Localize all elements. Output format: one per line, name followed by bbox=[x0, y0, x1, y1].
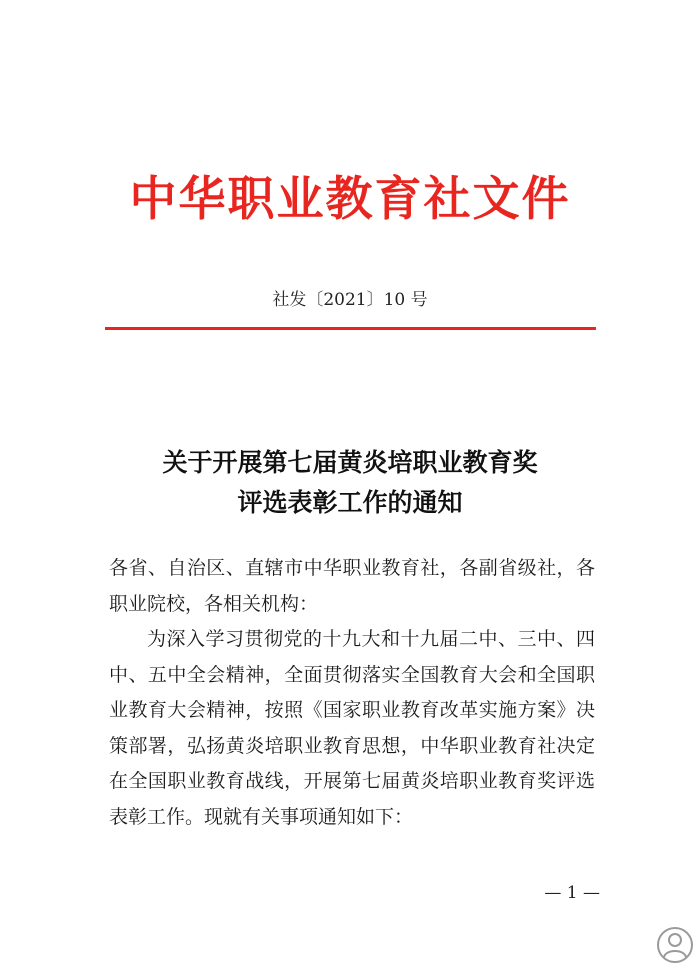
page-number: — 1 — bbox=[544, 883, 600, 903]
user-avatar-icon[interactable] bbox=[656, 926, 694, 964]
notice-title-line-2: 评选表彰工作的通知 bbox=[237, 488, 463, 517]
notice-title bbox=[0, 443, 700, 523]
notice-title-line-1: 关于开展第七届黄炎培职业教育奖 bbox=[162, 448, 538, 477]
salutation: 各省、自治区、直辖市中华职业教育社，各副省级社，各职业院校，各相关机构： bbox=[109, 557, 595, 615]
red-divider-line bbox=[105, 327, 596, 330]
notice-body bbox=[109, 551, 595, 835]
org-file-title: 中华职业教育社文件 bbox=[129, 172, 571, 227]
document-number: 社发〔2021〕10 号 bbox=[272, 290, 428, 310]
body-paragraph-1: 为深入学习贯彻党的十九大和十九届二中、三中、四中、五中全会精神，全面贯彻落实全国教育大会和全国职业教育大会精神，按照《国家职业教育改革实施方案》决策部署，弘扬黄炎培职业教育思想，中华职业教育社决定在全国职业教育战线，开展第七届黄炎培职业教育奖评选表彰工作。现就有关事项通知如下： bbox=[109, 628, 595, 828]
